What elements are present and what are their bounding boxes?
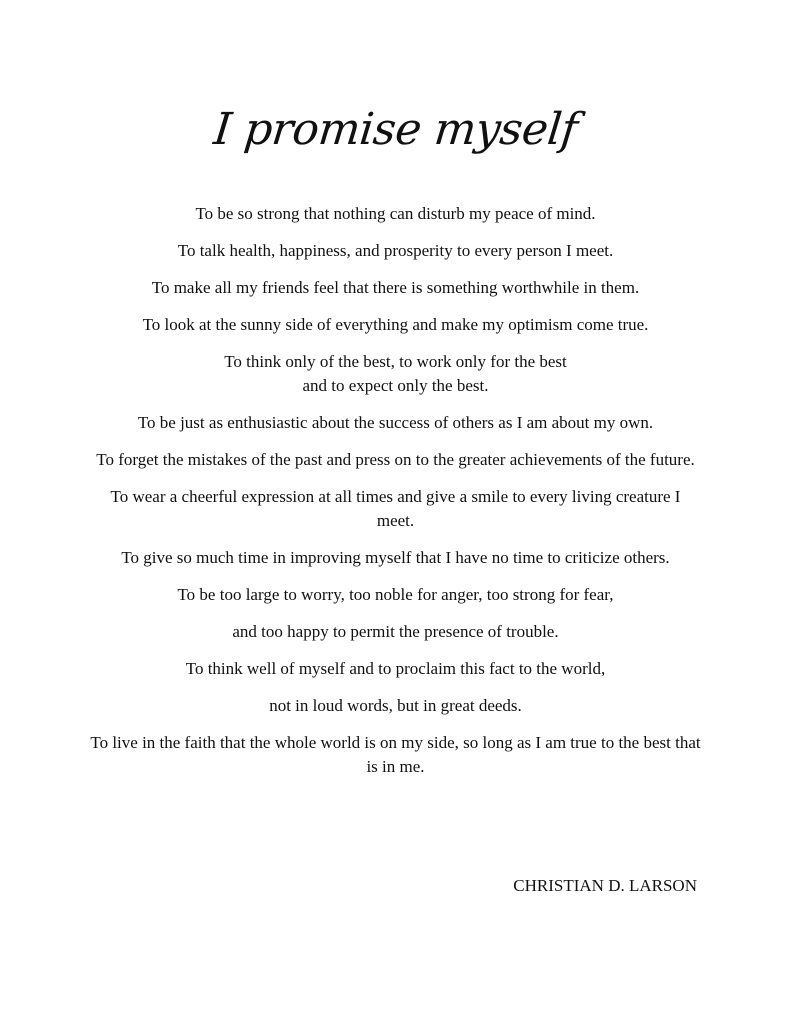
poem-line: To wear a cheerful expression at all times and give a smile to every living creature I meet.: [110, 487, 681, 530]
poem-line: To forget the mistakes of the past and press on to the greater achievements of the future.: [96, 450, 695, 469]
poem-line: and too happy to permit the presence of trouble.: [232, 622, 559, 641]
poem-line: To give so much time in improving myself that I have no time to criticize others.: [121, 548, 670, 567]
poem-line: To be too large to worry, too noble for anger, too strong for fear,: [177, 585, 614, 604]
poem-line: To make all my friends feel that there is something worthwhile in them.: [151, 278, 640, 297]
poem-line: To talk health, happiness, and prosperity to every person I meet.: [177, 241, 614, 260]
poem-line: To be just as enthusiastic about the success of others as I am about my own.: [137, 413, 654, 432]
poem-line: To think only of the best, to work only for the best and to expect only the best.: [224, 352, 567, 395]
poem-line: not in loud words, but in great deeds.: [269, 696, 522, 715]
page-title: I promise myself: [211, 104, 580, 155]
poem-line: To live in the faith that the whole world is on my side, so long as I am true to the best that is in me.: [90, 733, 701, 776]
poem-line: To think well of myself and to proclaim this fact to the world,: [185, 659, 606, 678]
author-name: CHRISTIAN D. LARSON: [513, 876, 697, 895]
poem-line: To be so strong that nothing can disturb my peace of mind.: [195, 204, 596, 223]
poem-body: [90, 202, 701, 792]
poem-line: To look at the sunny side of everything and make my optimism come true.: [142, 315, 649, 334]
